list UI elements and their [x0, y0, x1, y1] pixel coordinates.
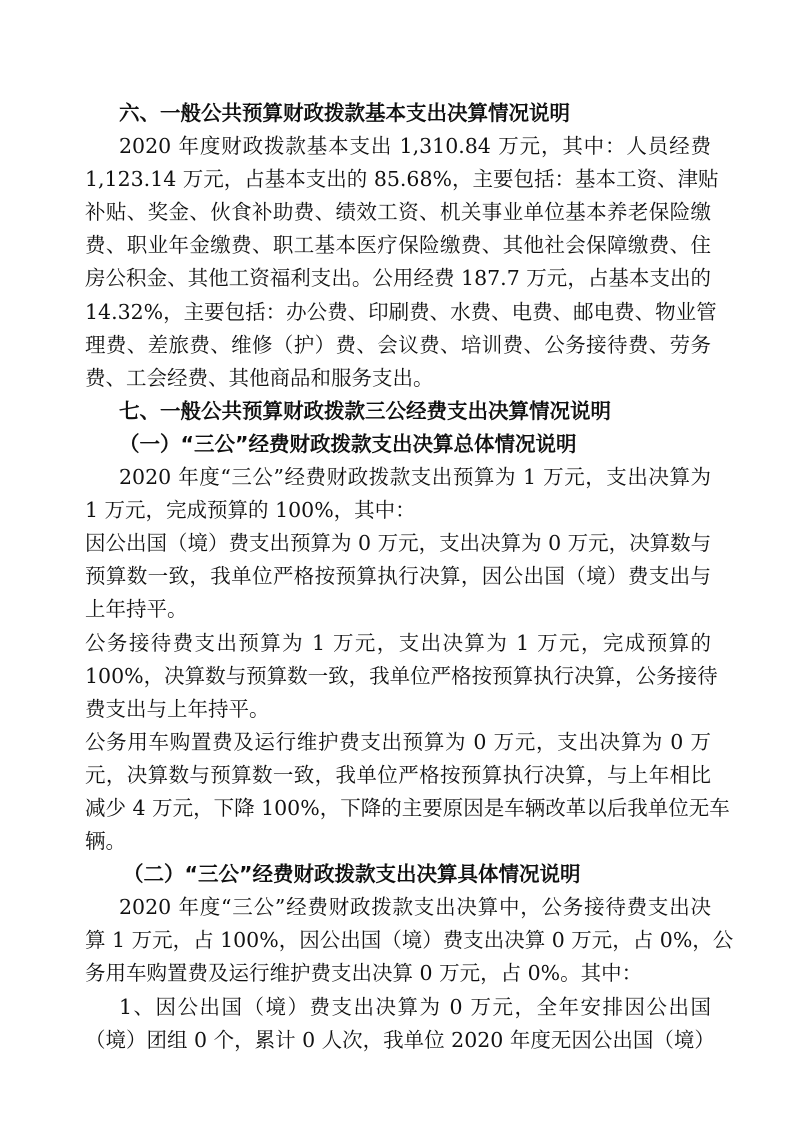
paragraph-line: 2020 年度“三公”经费财政拨款支出预算为 1 万元，支出决算为	[119, 465, 711, 490]
paragraph-line: 1、因公出国（境）费支出决算为 0 万元，全年安排因公出国	[119, 994, 711, 1019]
paragraph-line: 1,123.14 万元，占基本支出的 85.68%，主要包括：基本工资、津贴	[85, 167, 719, 192]
paragraph-line: 14.32%，主要包括：办公费、印刷费、水费、电费、邮电费、物业管	[85, 299, 717, 324]
paragraph-line: 费、职业年金缴费、职工基本医疗保险缴费、其他社会保障缴费、住	[85, 233, 711, 258]
paragraph-line: 减少 4 万元，下降 100%，下降的主要原因是车辆改革以后我单位无车	[85, 795, 730, 820]
section-7-heading: 七、一般公共预算财政拨款三公经费支出决算情况说明	[119, 398, 611, 423]
paragraph-line: 公务接待费支出预算为 1 万元，支出决算为 1 万元，完成预算的	[85, 630, 711, 655]
paragraph-line: 100%，决算数与预算数一致，我单位严格按预算执行决算，公务接待	[85, 663, 718, 688]
section-6-heading: 六、一般公共预算财政拨款基本支出决算情况说明	[119, 101, 570, 125]
section-7-1-heading: （一）“三公”经费财政拨款支出决算总体情况说明	[119, 431, 577, 456]
paragraph-line: （境）团组 0 个，累计 0 人次，我单位 2020 年度无因公出国（境）	[85, 1027, 715, 1052]
paragraph-line: 上年持平。	[85, 597, 188, 622]
paragraph-line: 房公积金、其他工资福利支出。公用经费 187.7 万元，占基本支出的	[85, 266, 711, 291]
paragraph-line: 1 万元，完成预算的 100%，其中：	[85, 498, 416, 523]
paragraph-line: 因公出国（境）费支出预算为 0 万元，支出决算为 0 万元，决算数与	[85, 531, 712, 556]
paragraph-line: 费、工会经费、其他商品和服务支出。	[85, 365, 434, 390]
paragraph-line: 辆。	[85, 829, 126, 854]
paragraph-line: 费支出与上年持平。	[85, 696, 270, 721]
paragraph-line: 务用车购置费及运行维护费支出决算 0 万元，占 0%。其中：	[85, 961, 643, 986]
paragraph-line: 元，决算数与预算数一致，我单位严格按预算执行决算，与上年相比	[85, 762, 711, 787]
paragraph-line: 2020 年度“三公”经费财政拨款支出决算中，公务接待费支出决	[119, 895, 711, 920]
paragraph-line: 算 1 万元，占 100%，因公出国（境）费支出决算 0 万元，占 0%，公	[85, 928, 734, 953]
paragraph-line: 预算数一致，我单位严格按预算执行决算，因公出国（境）费支出与	[85, 564, 711, 589]
paragraph-line: 补贴、奖金、伙食补助费、绩效工资、机关事业单位基本养老保险缴	[85, 200, 711, 225]
paragraph-line: 公务用车购置费及运行维护费支出预算为 0 万元，支出决算为 0 万	[85, 729, 711, 754]
paragraph-line: 2020 年度财政拨款基本支出 1,310.84 万元，其中：人员经费	[119, 134, 711, 159]
paragraph-line: 理费、差旅费、维修（护）费、会议费、培训费、公务接待费、劳务	[85, 332, 711, 357]
section-7-2-heading: （二）“三公”经费财政拨款支出决算具体情况说明	[123, 862, 581, 887]
document-page	[85, 97, 734, 1057]
